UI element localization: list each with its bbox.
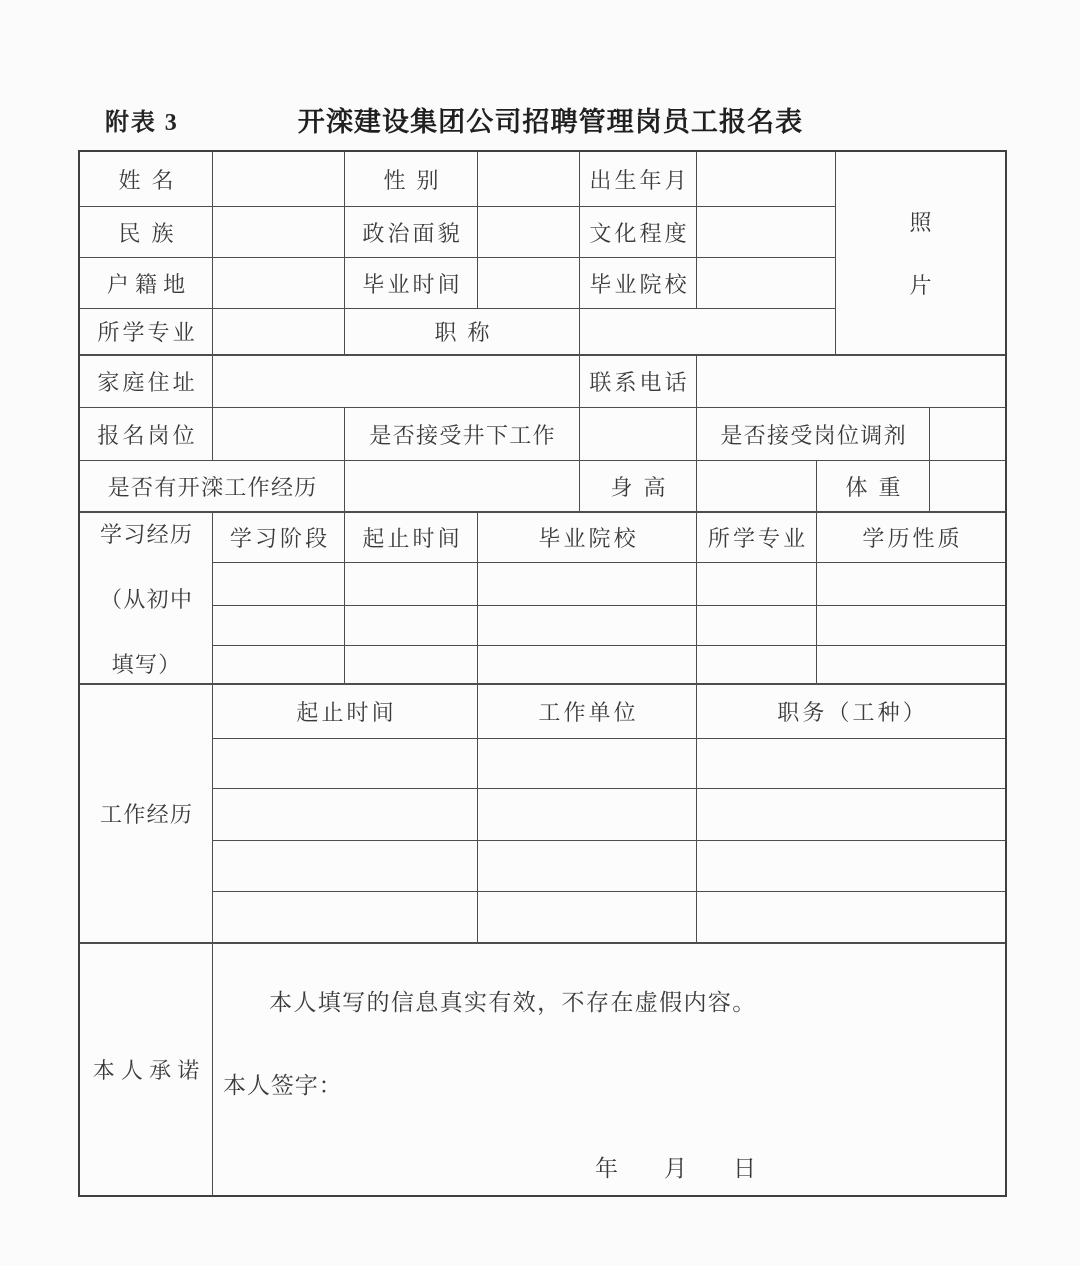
education-header-stage [213,513,345,563]
work-row-4-period-cell [213,892,478,944]
work-row-4-position-cell [697,892,1005,944]
accept-underground-work-value-cell [580,408,697,461]
work-header-position [697,685,1005,739]
commitment-statement: 本人填写的信息真实有效，不存在虚假内容。 [269,990,757,1015]
education-history-label-line-1: 学习经历 [100,521,194,547]
name-label: 姓名 [118,167,185,193]
professional-title-label-cell [345,309,580,356]
registration-form-table [78,150,1007,1197]
work-row-4-employer-cell [478,892,697,944]
height-label: 身高 [610,474,677,500]
birth-date-value-cell [697,152,836,207]
applied-position-label-cell [80,408,213,461]
work-row-3-period-cell [213,841,478,892]
education-row-2-major-cell [697,606,817,646]
education-row-3-stage-cell [213,646,345,685]
major-label: 所学专业 [97,320,198,345]
graduation-school-value-cell [697,258,836,309]
political-status-label: 政治面貌 [362,220,463,246]
professional-title-label: 职称 [434,320,501,345]
kailuan-work-experience-label-cell [80,461,345,513]
appendix-label: 附表 3 [105,110,179,136]
applied-position-value-cell [213,408,345,461]
education-row-3-degree-type-cell [817,646,1005,685]
name-value-cell [213,152,345,207]
education-header-major [697,513,817,563]
home-address-label-cell [80,356,213,408]
home-address-label: 家庭住址 [97,370,198,395]
ethnicity-label-cell [80,207,213,258]
commitment-content-cell [213,944,1005,1195]
political-status-label-cell [345,207,478,258]
education-level-label-cell [580,207,697,258]
household-registration-value-cell [213,258,345,309]
birth-date-label: 出生年月 [589,167,690,193]
contact-phone-value-cell [697,356,1005,408]
date-line [595,1150,1005,1183]
education-row-2-stage-cell [213,606,345,646]
gender-label: 性别 [383,167,450,193]
education-header-period-label: 起止时间 [362,526,463,551]
accept-position-adjustment-value-cell [930,408,1005,461]
work-header-period-label: 起止时间 [296,700,397,725]
work-header-period [213,685,478,739]
education-header-degree-type-label: 学历性质 [862,526,963,551]
education-level-label: 文化程度 [589,220,690,246]
commitment-section-label-cell [80,944,213,1195]
photo-cell [836,152,1005,356]
applied-position-label: 报名岗位 [97,422,198,448]
kailuan-work-experience-value-cell [345,461,580,513]
graduation-time-label-cell [345,258,478,309]
education-row-3-period-cell [345,646,478,685]
weight-label: 体重 [845,474,912,500]
accept-position-adjustment-label-cell [697,408,930,461]
date-month-label: 月 [664,1156,687,1181]
education-row-2-school-cell [478,606,697,646]
education-row-1-major-cell [697,563,817,606]
gender-label-cell [345,152,478,207]
education-row-3-school-cell [478,646,697,685]
education-header-stage-label: 学习阶段 [229,526,331,551]
ethnicity-label: 民族 [118,220,185,246]
major-value-cell [213,309,345,356]
work-row-2-employer-cell [478,789,697,841]
page-title: 开滦建设集团公司招聘管理岗员工报名表 [297,107,804,137]
work-header-position-label: 职务（工种） [777,700,928,725]
work-header-employer [478,685,697,739]
graduation-time-label: 毕业时间 [362,271,463,297]
contact-phone-label-cell [580,356,697,408]
graduation-school-label-cell [580,258,697,309]
name-label-cell [80,152,213,207]
date-day-label: 日 [733,1156,756,1181]
contact-phone-label: 联系电话 [589,370,690,395]
education-row-3-major-cell [697,646,817,685]
height-value-cell [697,461,817,513]
education-header-school [478,513,697,563]
education-row-2-degree-type-cell [817,606,1005,646]
education-row-1-degree-type-cell [817,563,1005,606]
accept-underground-work-label-cell [345,408,580,461]
education-row-1-school-cell [478,563,697,606]
education-row-1-stage-cell [213,563,345,606]
photo-label-char-1: 照 [909,210,932,235]
gender-value-cell [478,152,580,207]
height-label-cell [580,461,697,513]
work-row-1-position-cell [697,739,1005,789]
weight-value-cell [930,461,1005,513]
work-history-section-label: 工作经历 [100,802,194,827]
education-row-2-period-cell [345,606,478,646]
work-header-employer-label: 工作单位 [538,700,639,725]
accept-underground-work-label: 是否接受井下工作 [369,422,556,448]
kailuan-work-experience-label: 是否有开滦工作经历 [107,474,318,500]
signature-label: 本人签字： [223,1073,343,1098]
commitment-section-label: 本人承诺 [92,1058,206,1083]
work-history-section-label-cell [80,685,213,944]
work-row-2-position-cell [697,789,1005,841]
education-header-school-label: 毕业院校 [538,526,639,551]
work-row-3-position-cell [697,841,1005,892]
education-header-period [345,513,478,563]
work-row-1-employer-cell [478,739,697,789]
weight-label-cell [817,461,930,513]
graduation-school-label: 毕业院校 [589,271,690,297]
graduation-time-value-cell [478,258,580,309]
education-history-label-line-3: 填写） [111,651,182,677]
work-row-1-period-cell [213,739,478,789]
birth-date-label-cell [580,152,697,207]
date-year-label: 年 [595,1156,618,1181]
household-registration-label: 户籍地 [106,271,192,297]
ethnicity-value-cell [213,207,345,258]
education-level-value-cell [697,207,836,258]
education-history-label-line-2: （从初中 [100,586,194,612]
political-status-value-cell [478,207,580,258]
education-history-section-label-cell [80,513,213,685]
major-label-cell [80,309,213,356]
professional-title-value-cell [580,309,836,356]
title-row [78,100,1007,148]
work-row-3-employer-cell [478,841,697,892]
education-row-1-period-cell [345,563,478,606]
household-registration-label-cell [80,258,213,309]
education-header-major-label: 所学专业 [707,526,809,551]
photo-label-char-2: 片 [909,273,932,298]
accept-position-adjustment-label: 是否接受岗位调剂 [720,422,907,448]
home-address-value-cell [213,356,580,408]
work-row-2-period-cell [213,789,478,841]
education-header-degree-type [817,513,1005,563]
